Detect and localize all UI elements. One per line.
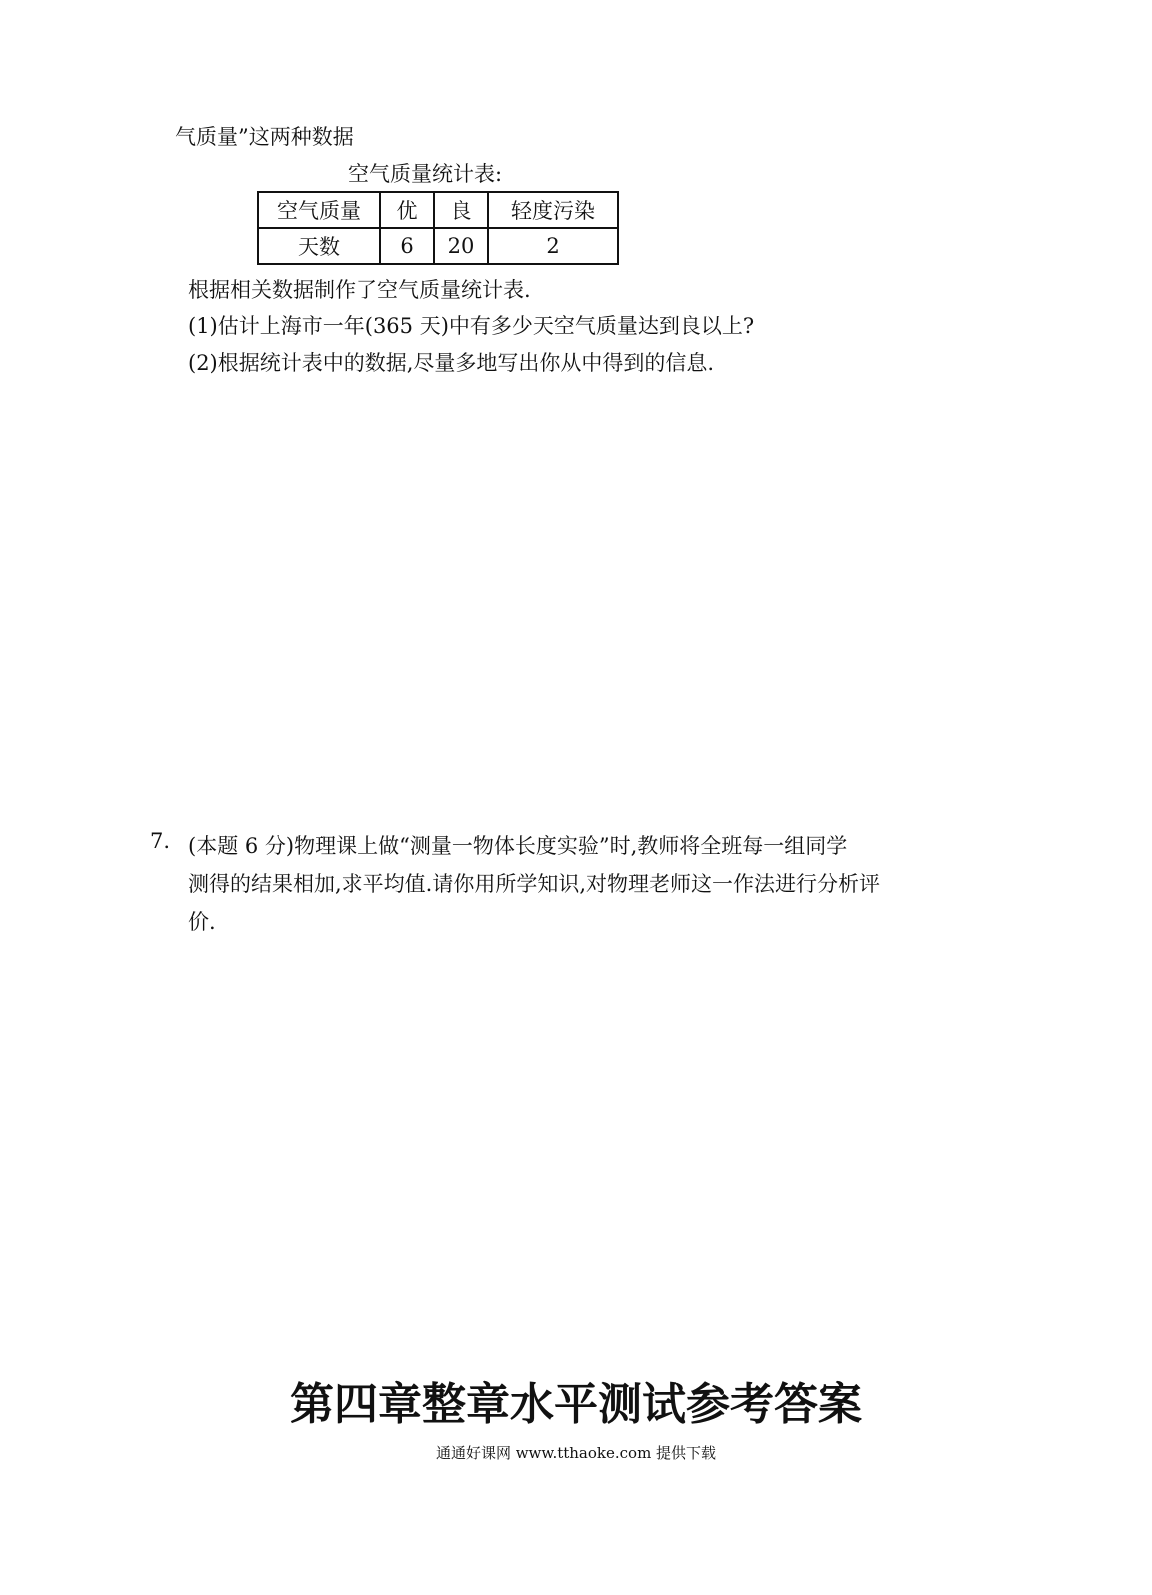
problem-6-question-2: (2)根据统计表中的数据,尽量多地写出你从中得到的信息. xyxy=(188,351,715,375)
header-cell: 优 xyxy=(380,192,434,228)
header-cell: 良 xyxy=(434,192,488,228)
problem-7-line: 价. xyxy=(188,910,216,934)
air-quality-table xyxy=(257,191,619,265)
answer-heading: 第四章整章水平测试参考答案 xyxy=(290,1379,862,1430)
table-row xyxy=(258,228,618,264)
problem-6-question-1: (1)估计上海市一年(365 天)中有多少天空气质量达到良以上? xyxy=(188,314,755,338)
table-cell: 天数 xyxy=(258,228,380,264)
problem-7-line: (本题 6 分)物理课上做“测量一物体长度实验”时,教师将全班每一组同学 xyxy=(188,834,848,858)
table-cell: 2 xyxy=(488,228,618,264)
problem-7-text xyxy=(188,827,1028,941)
table-title: 空气质量统计表: xyxy=(348,162,503,186)
header-cell: 轻度污染 xyxy=(488,192,618,228)
table-cell: 6 xyxy=(380,228,434,264)
table-header-row xyxy=(258,192,618,228)
table-cell: 20 xyxy=(434,228,488,264)
header-cell: 空气质量 xyxy=(258,192,380,228)
problem-7-line: 测得的结果相加,求平均值.请你用所学知识,对物理老师这一作法进行分析评 xyxy=(188,872,881,896)
footer-text: 通通好课网 www.tthaoke.com 提供下载 xyxy=(435,1444,717,1462)
problem-6-continued: 气质量”这两种数据 xyxy=(175,125,354,149)
problem-6-statement: 根据相关数据制作了空气质量统计表. xyxy=(188,278,531,302)
problem-7-number: 7. xyxy=(150,829,171,853)
